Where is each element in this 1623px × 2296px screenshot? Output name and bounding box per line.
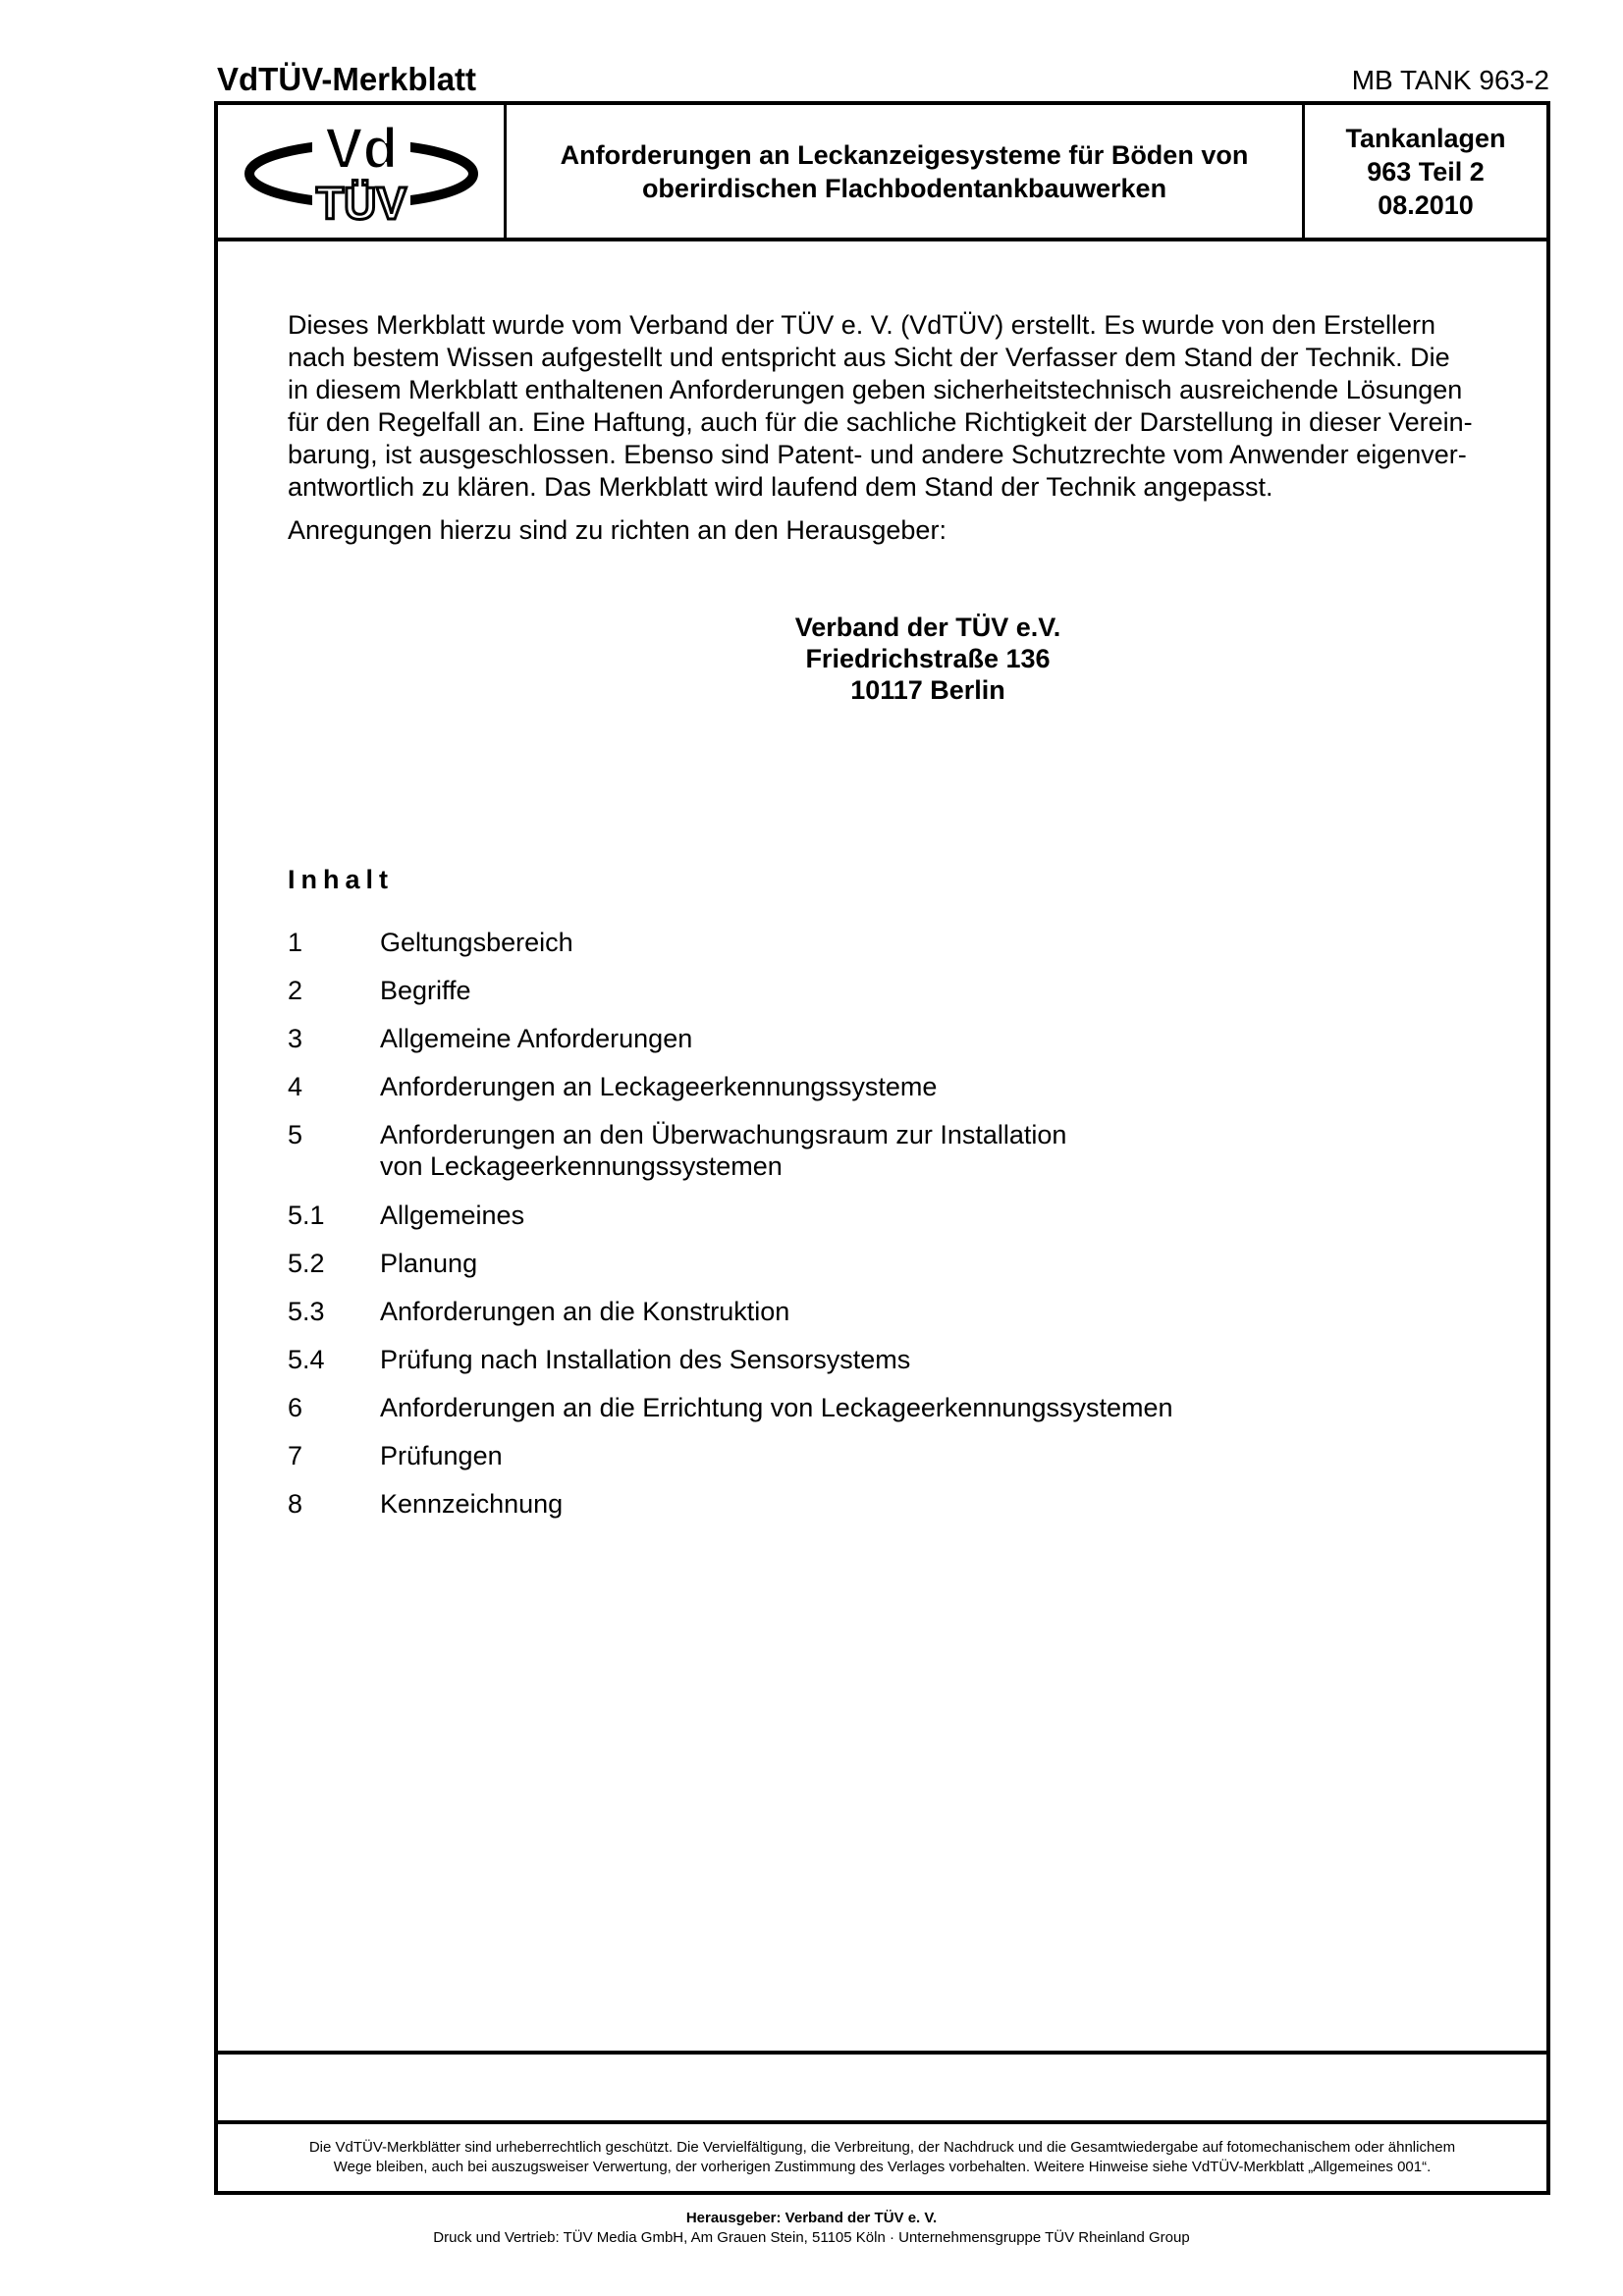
copyright-notice bbox=[214, 2120, 1550, 2195]
address-street: Friedrichstraße 136 bbox=[805, 644, 1051, 673]
address-name: Verband der TÜV e.V. bbox=[794, 613, 1061, 642]
toc-item-label: Allgemeines bbox=[380, 1201, 525, 1230]
intro-paragraph bbox=[288, 309, 1515, 504]
copyright-line-2: Wege bleiben, auch bei auszugsweiser Verwertung, der vorherigen Zustimmung des Verlages vorbehalten. Weitere Hinweise siehe VdTÜV-Merkblatt „Allgemeines 001“. bbox=[333, 2159, 1432, 2175]
toc-item-number: 4 bbox=[288, 1072, 303, 1101]
meta-date: 08.2010 bbox=[1378, 189, 1474, 220]
toc-item-label: Anforderungen an den Überwachungsraum zur Installation bbox=[380, 1120, 1067, 1149]
toc-item-number: 2 bbox=[288, 976, 303, 1005]
logo-top-text: Vd bbox=[324, 116, 398, 181]
intro-line: nach bestem Wissen aufgestellt und entspricht aus Sicht der Verfasser dem Stand der Technik. Die bbox=[288, 343, 1450, 372]
toc-item-label: Prüfungen bbox=[380, 1441, 503, 1470]
meta-part: 963 Teil 2 bbox=[1367, 156, 1485, 187]
intro-line: für den Regelfall an. Eine Haftung, auch für die sachliche Richtigkeit der Darstellung in dieser Verein- bbox=[288, 407, 1473, 437]
address-city: 10117 Berlin bbox=[850, 675, 1005, 705]
publisher-address bbox=[589, 612, 1267, 706]
toc-item-label: Kennzeichnung bbox=[380, 1489, 564, 1519]
logo-bottom-text: TÜV bbox=[315, 177, 406, 229]
toc-item-label: Begriffe bbox=[380, 976, 471, 1005]
intro-line: antwortlich zu klären. Das Merkblatt wird laufend dem Stand der Technik angepasst. bbox=[288, 472, 1273, 502]
toc-item-number: 3 bbox=[288, 1024, 303, 1053]
toc-item-label: Anforderungen an die Errichtung von Leckageerkennungssystemen bbox=[380, 1393, 1173, 1422]
document-heading bbox=[507, 105, 1305, 238]
toc-item-label: Planung bbox=[380, 1249, 478, 1278]
toc-item-number: 5.2 bbox=[288, 1249, 325, 1278]
toc-item-number: 1 bbox=[288, 928, 303, 957]
empty-box bbox=[214, 2052, 1550, 2120]
meta-category: Tankanlagen bbox=[1345, 123, 1506, 153]
toc-item-number: 5.1 bbox=[288, 1201, 325, 1230]
toc-item-number: 8 bbox=[288, 1489, 303, 1519]
suggestion-text: Anregungen hierzu sind zu richten an den Herausgeber: bbox=[288, 515, 947, 545]
logo-cell bbox=[218, 105, 507, 238]
toc-item-label: Prüfung nach Installation des Sensorsystems bbox=[380, 1345, 911, 1374]
document-meta bbox=[1305, 105, 1546, 238]
toc-heading: Inhalt bbox=[288, 865, 394, 894]
heading-line-2: oberirdischen Flachbodentankbauwerken bbox=[641, 173, 1167, 203]
document-code: MB TANK 963-2 bbox=[1351, 65, 1549, 95]
toc-item-number: 6 bbox=[288, 1393, 303, 1422]
vdtuev-logo bbox=[243, 113, 479, 231]
toc-item-label: Anforderungen an Leckageerkennungssysteme bbox=[380, 1072, 938, 1101]
footer-publisher: Herausgeber: Verband der TÜV e. V. bbox=[685, 2210, 938, 2226]
toc-item-number: 7 bbox=[288, 1441, 303, 1470]
toc-item-number: 5 bbox=[288, 1120, 303, 1149]
document-title: VdTÜV-Merkblatt bbox=[217, 61, 477, 97]
footer-distribution: Druck und Vertrieb: TÜV Media GmbH, Am Grauen Stein, 51105 Köln · Unternehmensgruppe TÜV Rheinland Group bbox=[433, 2229, 1190, 2246]
toc-item-label: Anforderungen an die Konstruktion bbox=[380, 1297, 790, 1326]
toc-item-label-continued: von Leckageerkennungssystemen bbox=[380, 1151, 783, 1181]
toc-item-label: Geltungsbereich bbox=[380, 928, 573, 957]
intro-line: Dieses Merkblatt wurde vom Verband der TÜV e. V. (VdTÜV) erstellt. Es wurde von den Erstellern bbox=[288, 310, 1436, 340]
heading-line-1: Anforderungen an Leckanzeigesysteme für Böden von bbox=[560, 139, 1249, 170]
toc-item-number: 5.4 bbox=[288, 1345, 325, 1374]
header-box bbox=[214, 101, 1550, 241]
toc-item-label: Allgemeine Anforderungen bbox=[380, 1024, 693, 1053]
intro-line: barung, ist ausgeschlossen. Ebenso sind Patent- und andere Schutzrechte vom Anwender eigenver- bbox=[288, 440, 1467, 469]
intro-line: in diesem Merkblatt enthaltenen Anforderungen geben sicherheitstechnisch ausreichende Lösungen bbox=[288, 375, 1463, 404]
copyright-line-1: Die VdTÜV-Merkblätter sind urheberrechtlich geschützt. Die Vervielfältigung, die Verbreitung, der Nachdruck und die Gesamtwiedergabe auf fotomechanischem oder ähnlichem bbox=[308, 2139, 1456, 2156]
page-footer bbox=[0, 2209, 1623, 2248]
toc-item-number: 5.3 bbox=[288, 1297, 325, 1326]
